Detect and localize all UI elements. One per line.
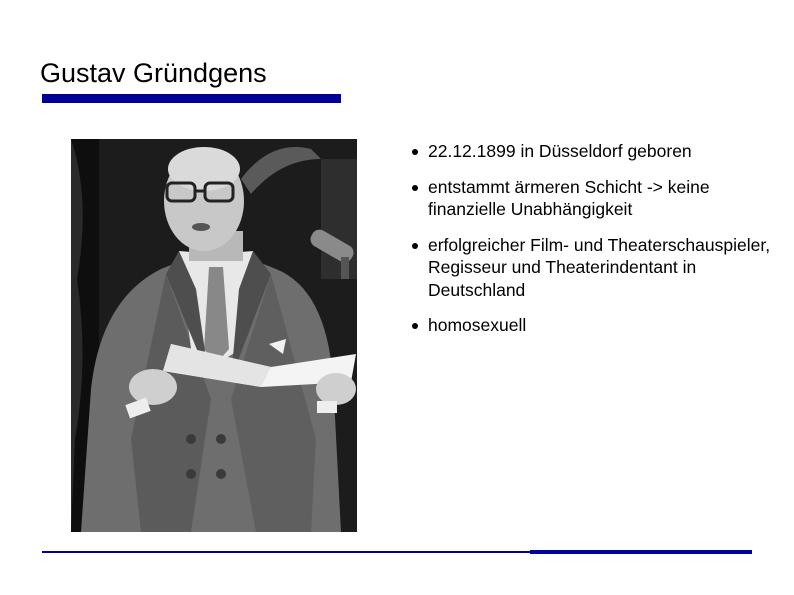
- footer-accent-bar: [530, 550, 752, 554]
- bullet-text: erfolgreicher Film- und Theaterschauspieler, Regisseur und Theaterindentant in Deutschland: [428, 234, 771, 300]
- list-item: [412, 314, 772, 337]
- list-item: [412, 234, 772, 302]
- list-item: [412, 176, 772, 221]
- bullet-dot-icon: [412, 149, 418, 155]
- footer-divider: [42, 551, 530, 553]
- bullet-text: homosexuell: [428, 315, 527, 335]
- bullet-list: [412, 140, 772, 350]
- bullet-dot-icon: [412, 323, 418, 329]
- bullet-dot-icon: [412, 243, 418, 249]
- portrait-photo: [71, 139, 357, 532]
- bullet-text: 22.12.1899 in Düsseldorf geboren: [428, 141, 692, 161]
- bullet-dot-icon: [412, 185, 418, 191]
- bullet-text: entstammt ärmeren Schicht -> keine finanzielle Unabhängigkeit: [428, 176, 710, 219]
- list-item: [412, 140, 772, 163]
- slide-title: Gustav Gründgens: [40, 58, 267, 88]
- title-underline: [42, 94, 341, 103]
